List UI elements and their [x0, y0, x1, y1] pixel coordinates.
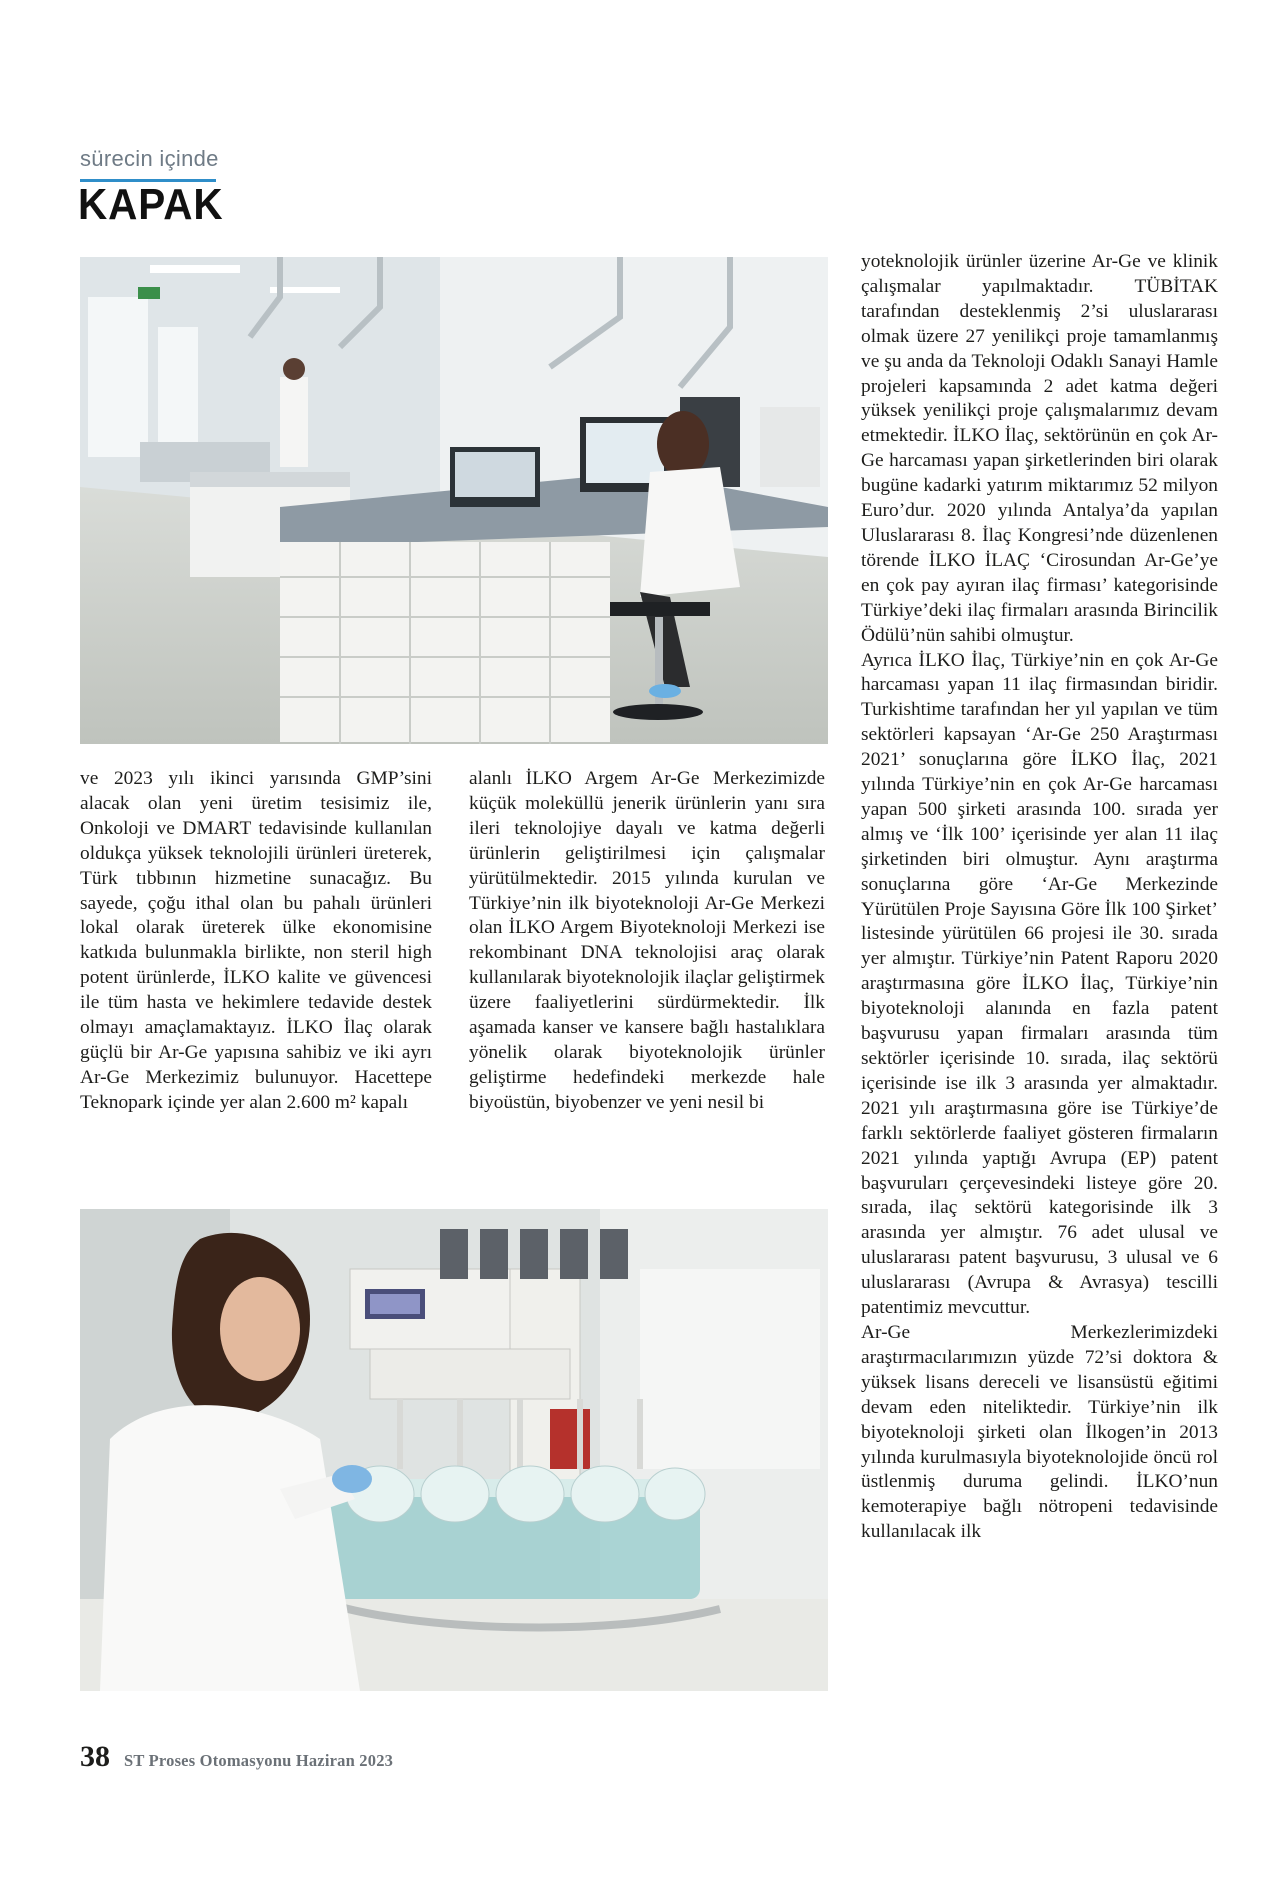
dissolution-test-photo [80, 1209, 828, 1691]
paragraph: alanlı İLKO Argem Ar-Ge Merkezimizde küçük moleküllü jenerik ürünlerin yanı sıra ileri teknolojiye dayalı ve katma değerli ürünlerin geliştirilmesi için çalışmalar yürütülmektedir. 2015 yılında kurulan ve Türkiye’nin ilk biyoteknoloji Ar-Ge Merkezi olan İLKO Argem Biyoteknoloji Merkezi ise rekombinant DNA teknolojisi araç olarak kullanılarak biyoteknolojik ilaçlar geliştirmek üzere faaliyetlerini sürdürmektedir. İlk aşamada kanser ve kansere bağlı hastalıklara yönelik olarak biyoteknolojik ürünler geliştirme hedefindeki merkezde hale biyoüstün, biyobenzer ve yeni nesil bi [469, 768, 825, 1113]
page-number: 38 [80, 1740, 110, 1773]
article-column-2 [469, 767, 825, 1116]
paragraph: Ayrıca İLKO İlaç, Türkiye’nin en çok Ar-Ge harcaması yapan 11 ilaç firmasından biridir. Turkishtime tarafından her yıl yapılan ve tüm sektörleri kapsayan ‘Ar-Ge 250 Araştırması 2021’ sonuçlarına göre İLKO İlaç, 2021 yılında Türkiye’nin en çok Ar-Ge harcaması yapan 500 şirketi arasında 100. sırada yer almış ve ‘İlk 100’ içerisinde yer alan 11 ilaç şirketinden biri olmuştur. Aynı araştırma sonuçlarına göre ‘Ar-Ge Merkezinde Yürütülen Proje Sayısına Göre İlk 100 Şirket’ listesinde yürütülen 66 projesi ile 30. sırada yer almıştır. Türkiye’nin Patent Raporu 2020 araştırmasına göre İLKO İlaç, Türkiye’nin biyoteknoloji alanında en fazla patent başvurusu yapan firmaları arasında tüm sektörler içerisinde 10. sırada, ilaç sektörü içerisinde ise ilk 3 arasında yer almaktadır. 2021 yılı araştırmasına göre ise Türkiye’de farklı sektörlerde faaliyet gösteren firmaların 2021 yılında yaptığı Avrupa (EP) patent başvuruları çerçevesindeki listeye göre 20. sırada, ilaç sektörü kategorisinde ilk 3 arasında yer almıştır. 76 adet ulusal ve uluslararası patent başvurusu, 3 ulusal ve 6 uluslararası (Avrupa & Avrasya) tescilli patentimiz mevcuttur. [861, 649, 1218, 1319]
article-column-3 [861, 250, 1218, 1545]
paragraph: ve 2023 yılı ikinci yarısında GMP’sini alacak olan yeni üretim tesisimiz ile, Onkoloji ve DMART tedavisinde kullanılan oldukça yüksek teknolojili ürünleri üreterek, Türk tıbbının hizmetine sunacağız. Bu sayede, çoğu ithal olan bu pahalı ürünleri lokal olarak üreterek ülke ekonomisine katkıda bulunmakla birlikte, non steril high potent ürünlerde, İLKO kalite ve güvencesi ile tüm hasta ve hekimlere tedavide destek olmayı amaçlamaktayız. İLKO İlaç olarak güçlü bir Ar-Ge yapısına sahibiz ve iki ayrı Ar-Ge Merkezimiz bulunuyor. Hacettepe Teknopark içinde yer alan 2.600 m² kapalı [80, 768, 432, 1113]
publication-title: ST Proses Otomasyonu Haziran 2023 [124, 1751, 394, 1770]
lab-photo [80, 257, 828, 744]
paragraph: Ar-Ge Merkezlerimizdeki araştırmacılarımızın yüzde 72’si doktora & yüksek lisans dereceli ve lisansüstü eğitimi devam eden niteliktedir. Türkiye’nin ilk biyoteknoloji şirketi olan İlkogen’in 2013 yılında kurulmasıyla biyoteknolojide öncü rol üstlenmiş duruma gelindi. İLKO’nun kemoterapiye bağlı nötropeni tedavisinde kullanılacak ilk [861, 1321, 1218, 1543]
article-column-1 [80, 767, 432, 1116]
paragraph: yoteknolojik ürünler üzerine Ar-Ge ve klinik çalışmalar yapılmaktadır. TÜBİTAK tarafından desteklenmiş 2’si uluslararası olmak üzere 27 yenilikçi proje tamamlanmış ve şu anda da Teknoloji Odaklı Sanayi Hamle projeleri kapsamında 2 adet katma değeri yüksek yenilikçi proje çalışmalarımız devam etmektedir. İLKO İlaç, sektörünün en çok Ar-Ge harcaması yapan şirketlerinden biri olarak bugüne kadarki yatırım miktarımız 52 milyon Euro’dur. 2020 yılında Antalya’da yapılan Uluslararası 8. İlaç Kongresi’nde düzenlenen törende İLKO İLAÇ ‘Cirosundan Ar-Ge’ye en çok pay ayıran ilaç firması’ kategorisinde Türkiye’deki ilaç firmaları arasında Birincilik Ödülü’nün sahibi olmuştur. [861, 251, 1218, 646]
section-title: KAPAK [78, 180, 224, 229]
section-kicker: sürecin içinde [80, 146, 219, 171]
page-footer [80, 1740, 393, 1774]
